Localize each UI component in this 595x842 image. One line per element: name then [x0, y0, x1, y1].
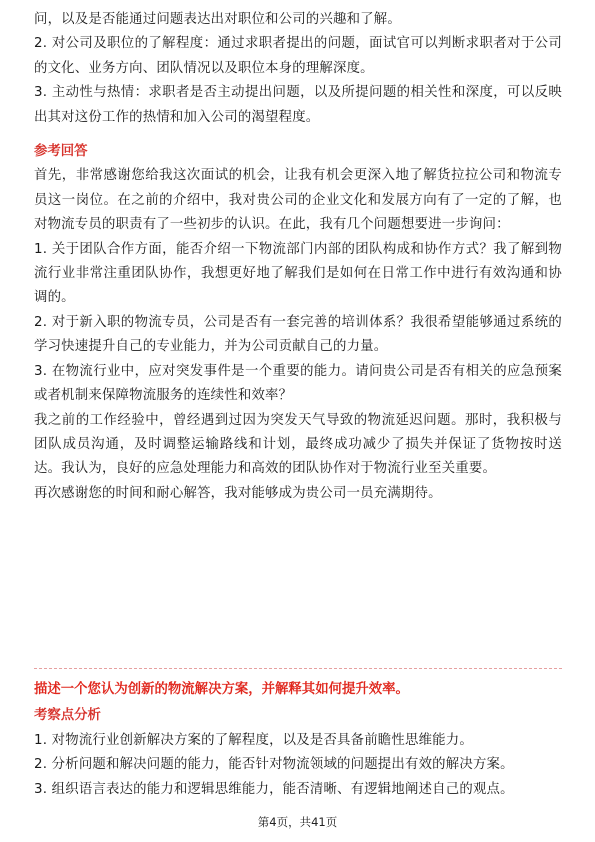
intro-line-1: 问，以及是否能通过问题表达出对职位和公司的兴趣和了解。 [34, 12, 401, 27]
analysis-heading: 考察点分析 [34, 708, 101, 724]
question-title: 描述一个您认为创新的物流解决方案，并解释其如何提升效率。 [34, 682, 409, 697]
answer-paragraph-5: 我之前的工作经验中，曾经遇到过因为突发天气导致的物流延迟问题。那时，我积极与团队成员沟通，及时调整运输路线和计划，最终成功减少了损失并保证了货物按时送达。我认为，良好的应急处理能力和高效的团队协作对于物流行业至关重要。 [34, 412, 562, 477]
answer-paragraph-6: 再次感谢您的时间和耐心解答，我对能够成为贵公司一员充满期待。 [34, 485, 442, 501]
section-divider [34, 668, 562, 669]
next-question-section [34, 678, 562, 802]
criterion-2: 2. 对公司及职位的了解程度：通过求职者提出的问题，面试官可以判断求职者对于公司的文化、业务方向、团队情况以及职位本身的理解深度。 [34, 36, 562, 76]
criterion-3: 3. 主动性与热情：求职者是否主动提出问题，以及所提问题的相关性和深度，可以反映出其对这份工作的热情和加入公司的渴望程度。 [34, 85, 562, 125]
answer-paragraph-1: 首先，非常感谢您给我这次面试的机会，让我有机会更深入地了解货拉拉公司和物流专员这一岗位。在之前的介绍中，我对贵公司的企业文化和发展方向有了一定的了解，也对物流专员的职责有了一些初步的认识。在此，我有几个问题想要进一步询问： [34, 168, 562, 233]
answer-paragraph-4: 3. 在物流行业中，应对突发事件是一个重要的能力。请问贵公司是否有相关的应急预案或者机制来保障物流服务的连续性和效率？ [34, 363, 562, 404]
analysis-item-1: 1. 对物流行业创新解决方案的了解程度，以及是否具备前瞻性思维能力。 [34, 732, 473, 748]
analysis-item-2: 2. 分析问题和解决问题的能力，能否针对物流领域的问题提出有效的解决方案。 [34, 757, 514, 773]
analysis-item-3: 3. 组织语言表达的能力和逻辑思维能力，能否清晰、有逻辑地阐述自己的观点。 [34, 781, 514, 797]
reference-answer-heading: 参考回答 [34, 144, 88, 160]
answer-paragraph-3: 2. 对于新入职的物流专员，公司是否有一套完善的培训体系？我很希望能够通过系统的学习快速提升自己的专业能力，并为公司贡献自己的力量。 [34, 314, 562, 355]
answer-paragraph-2: 1. 关于团队合作方面，能否介绍一下物流部门内部的团队构成和协作方式？我了解到物流行业非常注重团队协作，我想更好地了解我们是如何在日常工作中进行有效沟通和协调的。 [34, 241, 562, 306]
page-footer: 第4页，共41页 [257, 815, 338, 829]
page-content [34, 8, 562, 506]
